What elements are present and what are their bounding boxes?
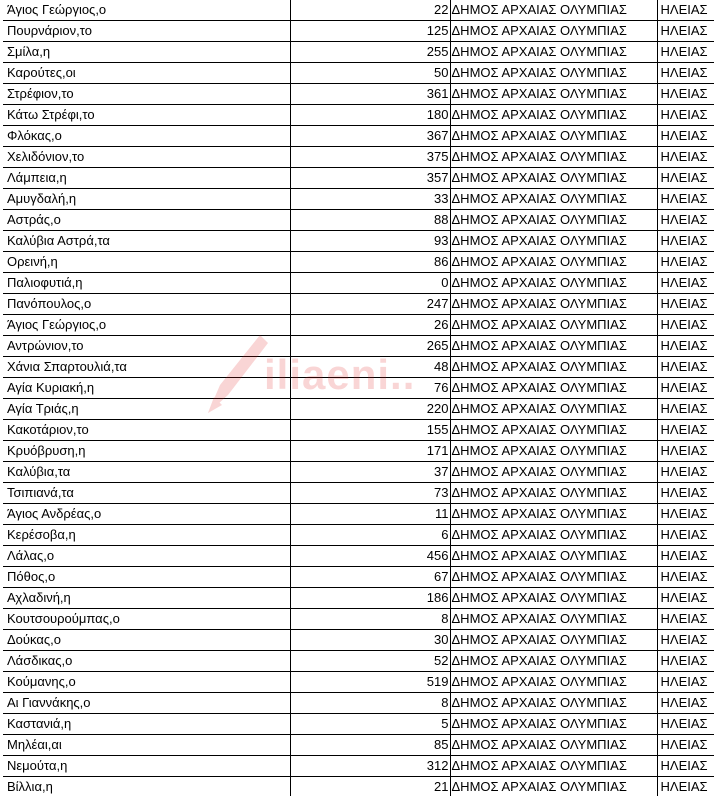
region-cell[interactable]: ΗΛΕΙΑΣ [657,189,714,210]
name-cell[interactable]: Άγιος Γεώργιος,ο [3,315,290,336]
municipality-cell[interactable]: ΔΗΜΟΣ ΑΡΧΑΙΑΣ ΟΛΥΜΠΙΑΣ [450,273,657,294]
region-cell[interactable]: ΗΛΕΙΑΣ [657,504,714,525]
name-cell[interactable]: Αι Γιαννάκης,ο [3,693,290,714]
region-cell[interactable]: ΗΛΕΙΑΣ [657,756,714,777]
municipality-cell[interactable]: ΔΗΜΟΣ ΑΡΧΑΙΑΣ ΟΛΥΜΠΙΑΣ [450,336,657,357]
watermark-text-part2: eni.. [326,351,416,398]
region-cell[interactable]: ΗΛΕΙΑΣ [657,147,714,168]
table-row [3,42,714,63]
name-cell[interactable]: Πουρνάριον,το [3,21,290,42]
region-cell[interactable]: ΗΛΕΙΑΣ [657,546,714,567]
municipality-cell[interactable]: ΔΗΜΟΣ ΑΡΧΑΙΑΣ ΟΛΥΜΠΙΑΣ [450,672,657,693]
name-cell[interactable]: Λάλας,ο [3,546,290,567]
name-cell[interactable]: Αντρώνιον,το [3,336,290,357]
population-cell[interactable]: 30 [290,630,450,651]
region-cell[interactable]: ΗΛΕΙΑΣ [657,735,714,756]
region-cell[interactable]: ΗΛΕΙΑΣ [657,42,714,63]
municipality-cell[interactable]: ΔΗΜΟΣ ΑΡΧΑΙΑΣ ΟΛΥΜΠΙΑΣ [450,651,657,672]
table-row [3,357,714,378]
population-cell[interactable]: 456 [290,546,450,567]
table-row [3,84,714,105]
table-row [3,147,714,168]
table-row [3,714,714,735]
region-cell[interactable]: ΗΛΕΙΑΣ [657,525,714,546]
name-cell[interactable]: Τσιπιανά,τα [3,483,290,504]
name-cell[interactable]: Λάμπεια,η [3,168,290,189]
population-cell[interactable]: 220 [290,399,450,420]
municipality-cell[interactable]: ΔΗΜΟΣ ΑΡΧΑΙΑΣ ΟΛΥΜΠΙΑΣ [450,294,657,315]
table-row [3,0,714,21]
name-cell[interactable]: Αγία Κυριακή,η [3,378,290,399]
municipality-cell[interactable]: ΔΗΜΟΣ ΑΡΧΑΙΑΣ ΟΛΥΜΠΙΑΣ [450,546,657,567]
table-row [3,420,714,441]
population-cell[interactable]: 247 [290,294,450,315]
municipality-cell[interactable]: ΔΗΜΟΣ ΑΡΧΑΙΑΣ ΟΛΥΜΠΙΑΣ [450,756,657,777]
region-cell[interactable]: ΗΛΕΙΑΣ [657,0,714,21]
region-cell[interactable]: ΗΛΕΙΑΣ [657,336,714,357]
population-cell[interactable]: 6 [290,525,450,546]
table-row [3,168,714,189]
municipality-cell[interactable]: ΔΗΜΟΣ ΑΡΧΑΙΑΣ ΟΛΥΜΠΙΑΣ [450,588,657,609]
region-cell[interactable]: ΗΛΕΙΑΣ [657,777,714,796]
name-cell[interactable]: Στρέφιον,το [3,84,290,105]
table-row [3,294,714,315]
population-cell[interactable]: 48 [290,357,450,378]
municipality-cell[interactable]: ΔΗΜΟΣ ΑΡΧΑΙΑΣ ΟΛΥΜΠΙΑΣ [450,0,657,21]
municipality-cell[interactable]: ΔΗΜΟΣ ΑΡΧΑΙΑΣ ΟΛΥΜΠΙΑΣ [450,357,657,378]
region-cell[interactable]: ΗΛΕΙΑΣ [657,651,714,672]
table-row [3,462,714,483]
municipality-cell[interactable]: ΔΗΜΟΣ ΑΡΧΑΙΑΣ ΟΛΥΜΠΙΑΣ [450,609,657,630]
region-cell[interactable]: ΗΛΕΙΑΣ [657,567,714,588]
region-cell[interactable]: ΗΛΕΙΑΣ [657,609,714,630]
name-cell[interactable]: Αγία Τριάς,η [3,399,290,420]
region-cell[interactable]: ΗΛΕΙΑΣ [657,714,714,735]
population-cell[interactable]: 5 [290,714,450,735]
table-row [3,693,714,714]
table-row [3,546,714,567]
name-cell[interactable]: Κακοτάριον,το [3,420,290,441]
region-cell[interactable]: ΗΛΕΙΑΣ [657,294,714,315]
name-cell[interactable]: Καλύβια Αστρά,τα [3,231,290,252]
name-cell[interactable]: Κούμανης,ο [3,672,290,693]
name-cell[interactable]: Κερέσοβα,η [3,525,290,546]
table-row [3,441,714,462]
population-cell[interactable]: 37 [290,462,450,483]
table-row [3,252,714,273]
table-row [3,777,714,796]
population-cell[interactable]: 33 [290,189,450,210]
municipality-cell[interactable]: ΔΗΜΟΣ ΑΡΧΑΙΑΣ ΟΛΥΜΠΙΑΣ [450,378,657,399]
name-cell[interactable]: Πόθος,ο [3,567,290,588]
population-cell[interactable]: 357 [290,168,450,189]
name-cell[interactable]: Δούκας,ο [3,630,290,651]
municipality-cell[interactable]: ΔΗΜΟΣ ΑΡΧΑΙΑΣ ΟΛΥΜΠΙΑΣ [450,630,657,651]
municipality-cell[interactable]: ΔΗΜΟΣ ΑΡΧΑΙΑΣ ΟΛΥΜΠΙΑΣ [450,168,657,189]
table-row [3,315,714,336]
table-row [3,735,714,756]
population-cell[interactable]: 67 [290,567,450,588]
table-row [3,378,714,399]
name-cell[interactable]: Κάτω Στρέφι,το [3,105,290,126]
table-row [3,483,714,504]
table-row [3,609,714,630]
municipality-cell[interactable]: ΔΗΜΟΣ ΑΡΧΑΙΑΣ ΟΛΥΜΠΙΑΣ [450,462,657,483]
population-cell[interactable]: 22 [290,0,450,21]
table-row [3,126,714,147]
region-cell[interactable]: ΗΛΕΙΑΣ [657,693,714,714]
table-row [3,672,714,693]
population-cell[interactable]: 519 [290,672,450,693]
municipality-cell[interactable]: ΔΗΜΟΣ ΑΡΧΑΙΑΣ ΟΛΥΜΠΙΑΣ [450,777,657,796]
region-cell[interactable]: ΗΛΕΙΑΣ [657,630,714,651]
name-cell[interactable]: Άγιος Γεώργιος,ο [3,0,290,21]
population-cell[interactable]: 86 [290,252,450,273]
population-cell[interactable]: 52 [290,651,450,672]
region-cell[interactable]: ΗΛΕΙΑΣ [657,21,714,42]
population-cell[interactable]: 88 [290,210,450,231]
region-cell[interactable]: ΗΛΕΙΑΣ [657,357,714,378]
population-cell[interactable]: 21 [290,777,450,796]
region-cell[interactable]: ΗΛΕΙΑΣ [657,252,714,273]
name-cell[interactable]: Χάνια Σπαρτουλιά,τα [3,357,290,378]
population-cell[interactable]: 85 [290,735,450,756]
municipality-cell[interactable]: ΔΗΜΟΣ ΑΡΧΑΙΑΣ ΟΛΥΜΠΙΑΣ [450,63,657,84]
population-cell[interactable]: 265 [290,336,450,357]
settlements-table [3,0,714,796]
name-cell[interactable]: Αμυγδαλή,η [3,189,290,210]
region-cell[interactable]: ΗΛΕΙΑΣ [657,483,714,504]
municipality-cell[interactable]: ΔΗΜΟΣ ΑΡΧΑΙΑΣ ΟΛΥΜΠΙΑΣ [450,420,657,441]
table-row [3,588,714,609]
name-cell[interactable]: Λάσδικας,ο [3,651,290,672]
municipality-cell[interactable]: ΔΗΜΟΣ ΑΡΧΑΙΑΣ ΟΛΥΜΠΙΑΣ [450,693,657,714]
name-cell[interactable]: Κρυόβρυση,η [3,441,290,462]
municipality-cell[interactable]: ΔΗΜΟΣ ΑΡΧΑΙΑΣ ΟΛΥΜΠΙΑΣ [450,189,657,210]
municipality-cell[interactable]: ΔΗΜΟΣ ΑΡΧΑΙΑΣ ΟΛΥΜΠΙΑΣ [450,105,657,126]
municipality-cell[interactable]: ΔΗΜΟΣ ΑΡΧΑΙΑΣ ΟΛΥΜΠΙΑΣ [450,483,657,504]
region-cell[interactable]: ΗΛΕΙΑΣ [657,441,714,462]
population-cell[interactable]: 76 [290,378,450,399]
table-row [3,273,714,294]
table-row [3,630,714,651]
population-cell[interactable]: 8 [290,693,450,714]
table-row [3,525,714,546]
population-cell[interactable]: 11 [290,504,450,525]
municipality-cell[interactable]: ΔΗΜΟΣ ΑΡΧΑΙΑΣ ΟΛΥΜΠΙΑΣ [450,126,657,147]
population-cell[interactable]: 171 [290,441,450,462]
table-row [3,63,714,84]
name-cell[interactable]: Χελιδόνιον,το [3,147,290,168]
table-row [3,567,714,588]
name-cell[interactable]: Πανόπουλος,ο [3,294,290,315]
table-body [3,0,714,796]
population-cell[interactable]: 0 [290,273,450,294]
name-cell[interactable]: Σμίλα,η [3,42,290,63]
table-row [3,21,714,42]
table-row [3,210,714,231]
table-row [3,189,714,210]
municipality-cell[interactable]: ΔΗΜΟΣ ΑΡΧΑΙΑΣ ΟΛΥΜΠΙΑΣ [450,21,657,42]
name-cell[interactable]: Κουτσουρούμπας,ο [3,609,290,630]
name-cell[interactable]: Αστράς,ο [3,210,290,231]
population-cell[interactable]: 93 [290,231,450,252]
population-cell[interactable]: 26 [290,315,450,336]
region-cell[interactable]: ΗΛΕΙΑΣ [657,210,714,231]
population-cell[interactable]: 155 [290,420,450,441]
population-cell[interactable]: 180 [290,105,450,126]
municipality-cell[interactable]: ΔΗΜΟΣ ΑΡΧΑΙΑΣ ΟΛΥΜΠΙΑΣ [450,252,657,273]
municipality-cell[interactable]: ΔΗΜΟΣ ΑΡΧΑΙΑΣ ΟΛΥΜΠΙΑΣ [450,42,657,63]
population-cell[interactable]: 255 [290,42,450,63]
table-row [3,651,714,672]
population-cell[interactable]: 125 [290,21,450,42]
region-cell[interactable]: ΗΛΕΙΑΣ [657,672,714,693]
table-row [3,231,714,252]
table-row [3,336,714,357]
region-cell[interactable]: ΗΛΕΙΑΣ [657,231,714,252]
name-cell[interactable]: Ορεινή,η [3,252,290,273]
region-cell[interactable]: ΗΛΕΙΑΣ [657,315,714,336]
municipality-cell[interactable]: ΔΗΜΟΣ ΑΡΧΑΙΑΣ ΟΛΥΜΠΙΑΣ [450,567,657,588]
population-cell[interactable]: 312 [290,756,450,777]
municipality-cell[interactable]: ΔΗΜΟΣ ΑΡΧΑΙΑΣ ΟΛΥΜΠΙΑΣ [450,147,657,168]
population-cell[interactable]: 186 [290,588,450,609]
table-row [3,756,714,777]
name-cell[interactable]: Καρούτες,οι [3,63,290,84]
region-cell[interactable]: ΗΛΕΙΑΣ [657,462,714,483]
municipality-cell[interactable]: ΔΗΜΟΣ ΑΡΧΑΙΑΣ ΟΛΥΜΠΙΑΣ [450,315,657,336]
region-cell[interactable]: ΗΛΕΙΑΣ [657,126,714,147]
table-row [3,504,714,525]
name-cell[interactable]: Άγιος Ανδρέας,ο [3,504,290,525]
municipality-cell[interactable]: ΔΗΜΟΣ ΑΡΧΑΙΑΣ ΟΛΥΜΠΙΑΣ [450,210,657,231]
region-cell[interactable]: ΗΛΕΙΑΣ [657,420,714,441]
region-cell[interactable]: ΗΛΕΙΑΣ [657,168,714,189]
population-cell[interactable]: 361 [290,84,450,105]
population-cell[interactable]: 8 [290,609,450,630]
name-cell[interactable]: Καλύβια,τα [3,462,290,483]
municipality-cell[interactable]: ΔΗΜΟΣ ΑΡΧΑΙΑΣ ΟΛΥΜΠΙΑΣ [450,441,657,462]
region-cell[interactable]: ΗΛΕΙΑΣ [657,399,714,420]
region-cell[interactable]: ΗΛΕΙΑΣ [657,378,714,399]
name-cell[interactable]: Καστανιά,η [3,714,290,735]
population-cell[interactable]: 375 [290,147,450,168]
name-cell[interactable]: Νεμούτα,η [3,756,290,777]
region-cell[interactable]: ΗΛΕΙΑΣ [657,105,714,126]
municipality-cell[interactable]: ΔΗΜΟΣ ΑΡΧΑΙΑΣ ΟΛΥΜΠΙΑΣ [450,84,657,105]
population-cell[interactable]: 50 [290,63,450,84]
municipality-cell[interactable]: ΔΗΜΟΣ ΑΡΧΑΙΑΣ ΟΛΥΜΠΙΑΣ [450,231,657,252]
name-cell[interactable]: Βίλλια,η [3,777,290,796]
name-cell[interactable]: Παλιοφυτιά,η [3,273,290,294]
municipality-cell[interactable]: ΔΗΜΟΣ ΑΡΧΑΙΑΣ ΟΛΥΜΠΙΑΣ [450,714,657,735]
name-cell[interactable]: Αχλαδινή,η [3,588,290,609]
population-cell[interactable]: 367 [290,126,450,147]
region-cell[interactable]: ΗΛΕΙΑΣ [657,273,714,294]
municipality-cell[interactable]: ΔΗΜΟΣ ΑΡΧΑΙΑΣ ΟΛΥΜΠΙΑΣ [450,735,657,756]
municipality-cell[interactable]: ΔΗΜΟΣ ΑΡΧΑΙΑΣ ΟΛΥΜΠΙΑΣ [450,525,657,546]
table-row [3,105,714,126]
region-cell[interactable]: ΗΛΕΙΑΣ [657,63,714,84]
population-cell[interactable]: 73 [290,483,450,504]
table-row [3,399,714,420]
region-cell[interactable]: ΗΛΕΙΑΣ [657,84,714,105]
region-cell[interactable]: ΗΛΕΙΑΣ [657,588,714,609]
municipality-cell[interactable]: ΔΗΜΟΣ ΑΡΧΑΙΑΣ ΟΛΥΜΠΙΑΣ [450,504,657,525]
municipality-cell[interactable]: ΔΗΜΟΣ ΑΡΧΑΙΑΣ ΟΛΥΜΠΙΑΣ [450,399,657,420]
watermark-text-part1: ilia [264,351,327,398]
name-cell[interactable]: Μηλέαι,αι [3,735,290,756]
name-cell[interactable]: Φλόκας,ο [3,126,290,147]
